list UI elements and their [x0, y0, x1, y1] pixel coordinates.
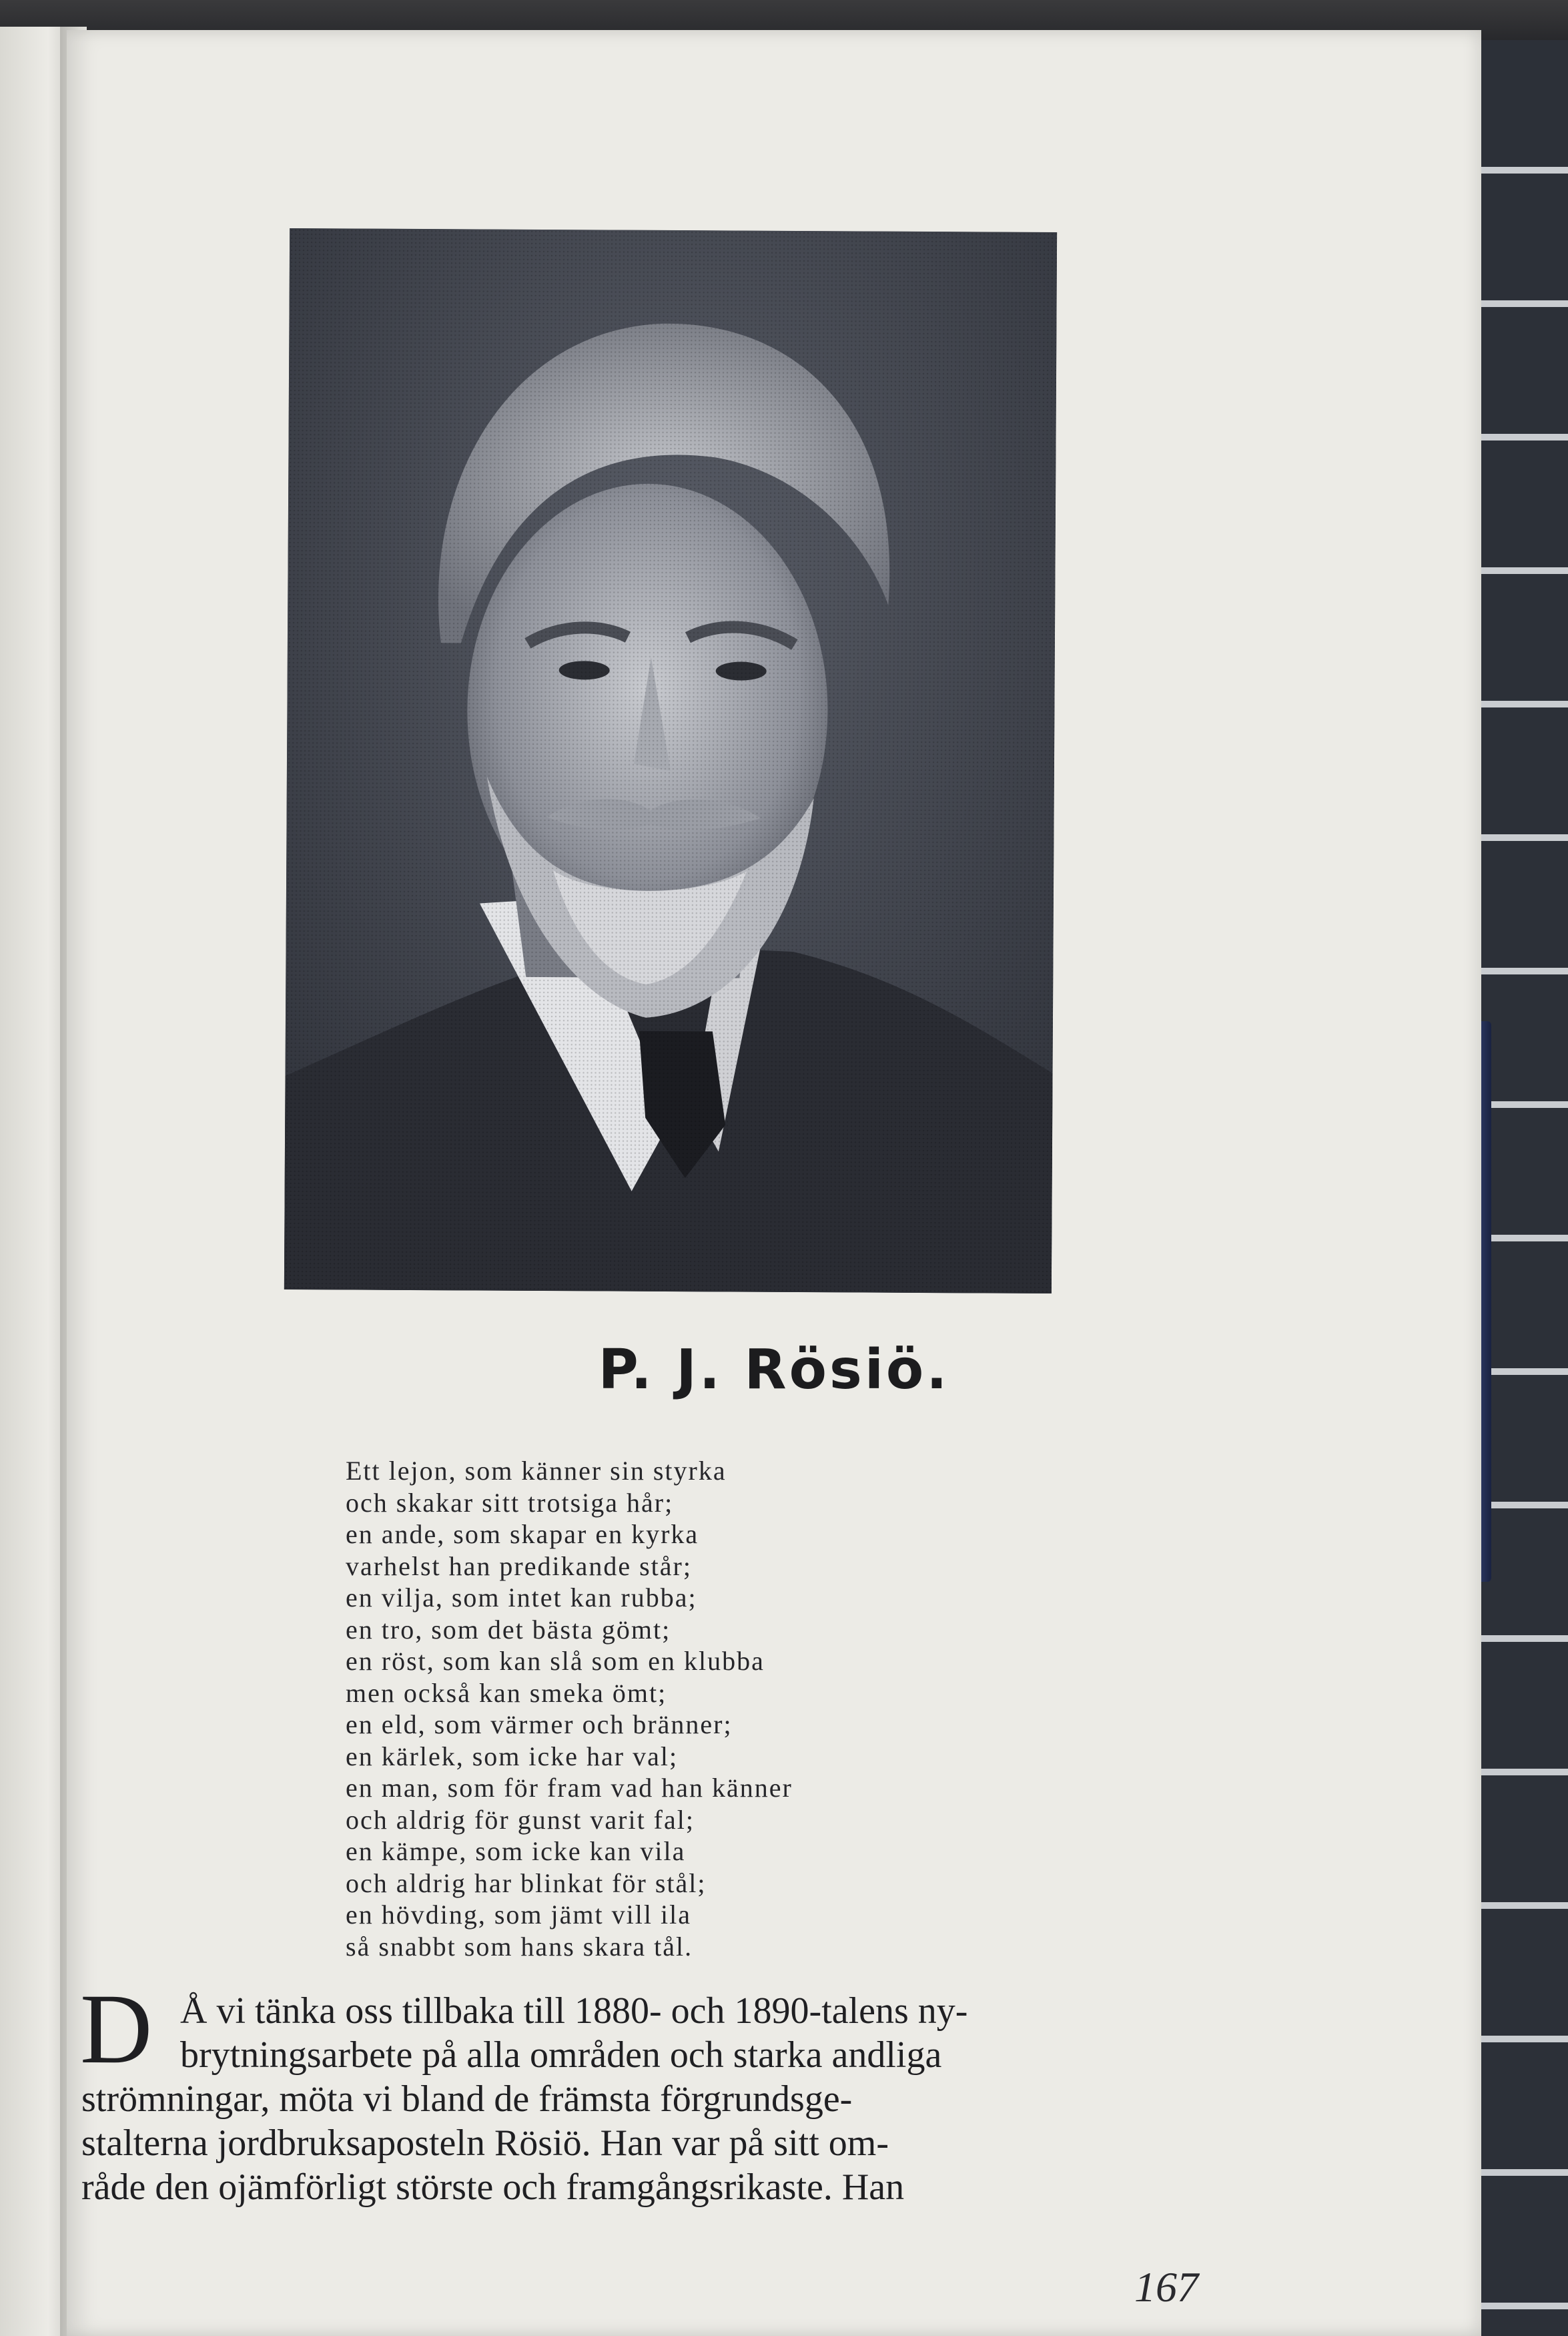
poem-line: varhelst han predikande står; [346, 1550, 692, 1581]
poem-line: men också kan smeka ömt; [346, 1677, 667, 1708]
poem-line: och aldrig har blinkat för stål; [346, 1867, 707, 1898]
body-paragraph [81, 2077, 1242, 2209]
poem-line: så snabbt som hans skara tål. [346, 1931, 693, 1962]
portrait-photo [284, 228, 1057, 1293]
poem-line: och aldrig för gunst varit fal; [346, 1804, 695, 1835]
body-line: brytningsarbete på alla områden och starka andliga [180, 2034, 942, 2076]
drop-cap: D [80, 1974, 153, 2084]
poem [346, 1455, 1080, 1962]
poem-line: en röst, som kan slå som en klubba [346, 1646, 765, 1676]
poem-line: en vilja, som intet kan rubba; [346, 1582, 697, 1613]
body-line: stalterna jordbruksaposteln Rösiö. Han var på sitt om- [81, 2122, 889, 2164]
poem-line: och skakar sitt trotsiga hår; [346, 1487, 674, 1518]
page-number: 167 [1134, 2263, 1198, 2311]
body-line: råde den ojämförligt störste och framgångsrikaste. Han [81, 2166, 905, 2208]
poem-line: en kämpe, som icke kan vila [346, 1836, 686, 1866]
poem-line: en eld, som värmer och bränner; [346, 1709, 733, 1739]
book-page [67, 30, 1481, 2336]
portrait-caption: P. J. Rösiö. [598, 1338, 950, 1402]
poem-line: en hövding, som jämt vill ila [346, 1900, 691, 1930]
portrait-image [284, 228, 1057, 1293]
poem-line: en ande, som skapar en kyrka [346, 1519, 699, 1549]
body-line: Å vi tänka oss tillbaka till 1880- och 1890-talens ny- [180, 1990, 968, 2032]
body-line: strömningar, möta vi bland de främsta förgrundsge- [81, 2078, 853, 2120]
poem-line: Ett lejon, som känner sin styrka [346, 1456, 727, 1486]
poem-line: en man, som för fram vad han känner [346, 1773, 793, 1803]
poem-line: en kärlek, som icke har val; [346, 1741, 679, 1771]
poem-line: en tro, som det bästa gömt; [346, 1614, 671, 1645]
